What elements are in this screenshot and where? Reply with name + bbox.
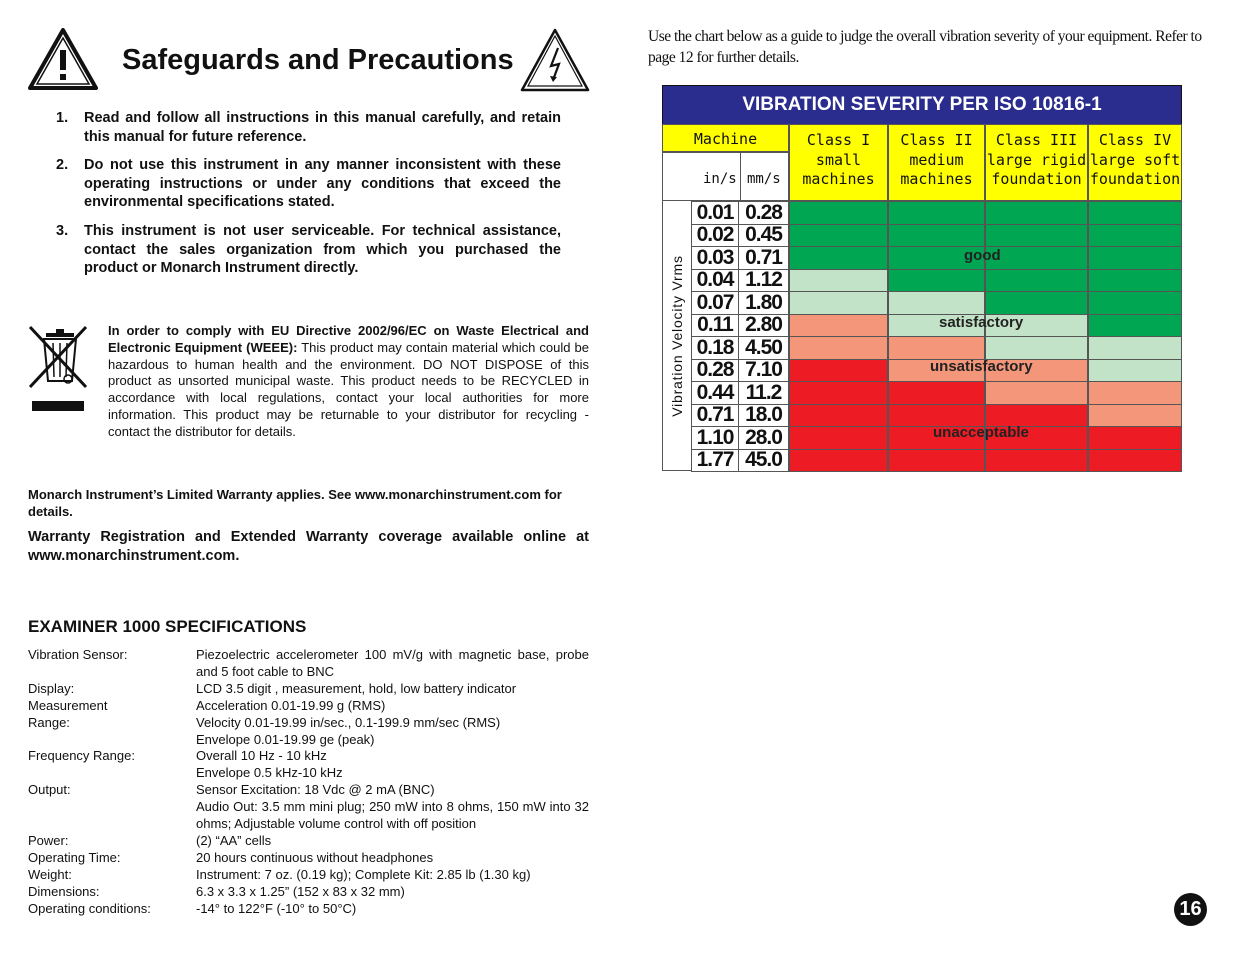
spec-label bbox=[28, 732, 196, 749]
severity-cell-unacceptable bbox=[888, 449, 985, 473]
severity-cell-good bbox=[1088, 224, 1182, 248]
weee-notice-text: This product may contain material which could be hazardous to human health and the environment. DO NOT DISPOSE of this product as unsorted municipal waste. This product needs to be RECYCLED in accordance with local regulations, contact your local authorities for more information. This product may be returnable to your distributor for recycling - contact the distributor for details. bbox=[108, 339, 590, 439]
spec-value: -14° to 122°F (-10° to 50°C) bbox=[196, 900, 357, 916]
mm-s-value: 1.12 bbox=[738, 269, 789, 293]
in-s-value: 1.77 bbox=[691, 449, 739, 473]
weee-crossed-bin-icon bbox=[28, 325, 88, 415]
mm-s-value: 1.80 bbox=[738, 291, 789, 315]
spec-value: Acceleration 0.01-19.99 g (RMS) bbox=[196, 697, 386, 713]
zone-label-unsatisfactory: unsatisfactory bbox=[930, 358, 1033, 375]
in-s-value: 0.07 bbox=[691, 291, 739, 315]
spec-row bbox=[28, 765, 589, 782]
instruction-item: 1. Read and follow all instructions in this manual carefully, and retain this manual for future reference. bbox=[56, 110, 561, 145]
severity-cell-unacceptable bbox=[789, 426, 888, 450]
severity-cell-unsatisfactory bbox=[1088, 404, 1182, 428]
spec-label: Vibration Sensor: bbox=[28, 647, 128, 662]
spec-value: Envelope 0.5 kHz-10 kHz bbox=[196, 765, 343, 781]
severity-cell-good bbox=[985, 269, 1088, 293]
class-header: Class III large rigid foundation bbox=[985, 124, 1088, 201]
mm-s-value: 2.80 bbox=[738, 314, 789, 338]
severity-cell-good bbox=[789, 224, 888, 248]
severity-cell-good bbox=[1088, 269, 1182, 293]
in-s-value: 0.71 bbox=[691, 404, 739, 428]
spec-label: Output: bbox=[28, 782, 71, 798]
severity-cell-good bbox=[1088, 246, 1182, 270]
severity-cell-satisfactory bbox=[789, 269, 888, 293]
spec-row bbox=[28, 698, 589, 715]
spec-label: Operating conditions: bbox=[28, 900, 151, 916]
instruction-item: 2. Do not use this instrument in any manner inconsistent with these operating instructions or under any conditions that exceed the environmental specifications stated. bbox=[56, 157, 561, 211]
severity-cell-good bbox=[985, 224, 1088, 248]
spec-label: Measurement bbox=[28, 697, 108, 713]
spec-value: Instrument: 7 oz. (0.19 kg); Complete Kit: 2.85 lb (1.30 kg) bbox=[196, 866, 531, 882]
spec-row bbox=[28, 647, 589, 681]
unit-mm-label: mm/s bbox=[747, 171, 781, 187]
severity-cell-unsatisfactory bbox=[1088, 381, 1182, 405]
page-title: Safeguards and Precautions bbox=[122, 44, 514, 76]
mm-s-value: 0.28 bbox=[738, 201, 789, 225]
electrical-hazard-icon bbox=[520, 28, 590, 92]
severity-cell-unacceptable bbox=[985, 449, 1088, 473]
unit-divider bbox=[740, 152, 741, 201]
severity-cell-good bbox=[888, 224, 985, 248]
severity-cell-unacceptable bbox=[1088, 449, 1182, 473]
vibration-severity-chart bbox=[662, 85, 1182, 471]
spec-label: Power: bbox=[28, 832, 69, 848]
severity-cell-good bbox=[1088, 291, 1182, 315]
spec-label: Range: bbox=[28, 714, 70, 730]
severity-cell-good bbox=[1088, 201, 1182, 225]
y-axis-label: Vibration Velocity Vrms bbox=[669, 254, 685, 417]
spec-row bbox=[28, 715, 589, 732]
class-header: Class IV large soft foundation bbox=[1088, 124, 1182, 201]
class-header: Class II medium machines bbox=[888, 124, 985, 201]
chart-intro-text: Use the chart below as a guide to judge the overall vibration severity of your equipment. Refer to page 12 for further details. bbox=[648, 28, 1202, 66]
severity-cell-good bbox=[888, 269, 985, 293]
in-s-value: 0.04 bbox=[691, 269, 739, 293]
severity-cell-good bbox=[985, 201, 1088, 225]
spec-row bbox=[28, 884, 589, 901]
severity-cell-good bbox=[985, 291, 1088, 315]
spec-value: Piezoelectric accelerometer 100 mV/g with magnetic base, probe and 5 foot cable to BNC bbox=[196, 647, 589, 679]
spec-value: Sensor Excitation: 18 Vdc @ 2 mA (BNC) bbox=[196, 782, 435, 798]
in-s-value: 1.10 bbox=[691, 426, 739, 450]
severity-cell-good bbox=[888, 201, 985, 225]
mm-s-value: 45.0 bbox=[738, 449, 789, 473]
severity-cell-unacceptable bbox=[789, 449, 888, 473]
spec-label: Weight: bbox=[28, 866, 72, 882]
severity-cell-satisfactory bbox=[888, 291, 985, 315]
page-number: 16 bbox=[1174, 893, 1207, 926]
severity-cell-satisfactory bbox=[985, 336, 1088, 360]
severity-cell-good bbox=[1088, 314, 1182, 338]
mm-s-value: 0.71 bbox=[738, 246, 789, 270]
y-axis-label-box bbox=[662, 201, 691, 471]
mm-s-value: 18.0 bbox=[738, 404, 789, 428]
instruction-item: 3. This instrument is not user serviceable. For technical assistance, contact the sales organization from which you purchased the product or Monarch Instrument directly. bbox=[56, 222, 561, 277]
spec-row bbox=[28, 867, 589, 884]
spec-label bbox=[28, 765, 196, 782]
mm-s-value: 28.0 bbox=[738, 426, 789, 450]
severity-cell-unsatisfactory bbox=[789, 336, 888, 360]
specifications-title: EXAMINER 1000 SPECIFICATIONS bbox=[28, 617, 307, 636]
weee-notice bbox=[108, 323, 589, 441]
chart-title: VIBRATION SEVERITY PER ISO 10816-1 bbox=[662, 85, 1182, 125]
in-s-value: 0.11 bbox=[691, 314, 739, 338]
spec-value: (2) “AA” cells bbox=[196, 832, 272, 848]
in-s-value: 0.28 bbox=[691, 359, 739, 383]
spec-value: Overall 10 Hz - 10 kHz bbox=[196, 748, 327, 764]
severity-cell-unacceptable bbox=[888, 381, 985, 405]
spec-row bbox=[28, 748, 589, 765]
spec-row bbox=[28, 833, 589, 850]
severity-cell-satisfactory bbox=[789, 291, 888, 315]
spec-label: Dimensions: bbox=[28, 883, 100, 899]
severity-cell-unacceptable bbox=[789, 381, 888, 405]
spec-row bbox=[28, 901, 589, 918]
zone-label-satisfactory: satisfactory bbox=[939, 314, 1024, 331]
warning-triangle-icon bbox=[28, 28, 98, 90]
machine-header: Machine bbox=[662, 124, 789, 152]
spec-row bbox=[28, 732, 589, 749]
mm-s-value: 7.10 bbox=[738, 359, 789, 383]
spec-value: Audio Out: 3.5 mm mini plug; 250 mW into 8 ohms, 150 mW into 32 ohms; Adjustable volume control with off position bbox=[196, 799, 589, 832]
warranty-notice: Monarch Instrument’s Limited Warranty applies. See www.monarchinstrument.com for details. bbox=[28, 487, 562, 519]
spec-value: 20 hours continuous without headphones bbox=[196, 849, 434, 865]
class-header: Class I small machines bbox=[789, 124, 888, 201]
spec-label bbox=[28, 799, 196, 833]
severity-cell-unsatisfactory bbox=[985, 381, 1088, 405]
spec-value: LCD 3.5 digit , measurement, hold, low battery indicator bbox=[196, 680, 517, 696]
severity-cell-unacceptable bbox=[789, 404, 888, 428]
spec-row bbox=[28, 850, 589, 867]
spec-value: Envelope 0.01-19.99 ge (peak) bbox=[196, 731, 375, 747]
mm-s-value: 11.2 bbox=[738, 381, 789, 405]
spec-label: Display: bbox=[28, 680, 75, 696]
severity-cell-satisfactory bbox=[1088, 336, 1182, 360]
warranty-registration-notice: Warranty Registration and Extended Warranty coverage available online at www.monarchinstrument.com. bbox=[28, 529, 589, 564]
spec-row bbox=[28, 799, 589, 833]
severity-cell-good bbox=[789, 246, 888, 270]
unit-in-label: in/s bbox=[703, 171, 737, 187]
spec-row bbox=[28, 782, 589, 799]
spec-label: Operating Time: bbox=[28, 849, 121, 865]
severity-cell-unacceptable bbox=[789, 359, 888, 383]
zone-label-good: good bbox=[964, 247, 1001, 264]
in-s-value: 0.18 bbox=[691, 336, 739, 360]
in-s-value: 0.01 bbox=[691, 201, 739, 225]
mm-s-value: 4.50 bbox=[738, 336, 789, 360]
in-s-value: 0.02 bbox=[691, 224, 739, 248]
severity-cell-good bbox=[789, 201, 888, 225]
severity-cell-unsatisfactory bbox=[789, 314, 888, 338]
specifications-list bbox=[28, 647, 589, 918]
spec-label: Frequency Range: bbox=[28, 748, 135, 764]
in-s-value: 0.44 bbox=[691, 381, 739, 405]
spec-value: Velocity 0.01-19.99 in/sec., 0.1-199.9 mm/sec (RMS) bbox=[196, 714, 501, 730]
weee-notice-bold: In order to comply with EU Directive 2002/96/EC on Waste Electrical and Electronic Equipment (WEEE): bbox=[108, 323, 589, 355]
severity-cell-unacceptable bbox=[1088, 426, 1182, 450]
spec-value: 6.3 x 3.3 x 1.25” (152 x 83 x 32 mm) bbox=[196, 883, 405, 899]
severity-cell-satisfactory bbox=[1088, 359, 1182, 383]
instructions-list bbox=[28, 109, 561, 288]
zone-label-unacceptable: unacceptable bbox=[933, 424, 1029, 441]
in-s-value: 0.03 bbox=[691, 246, 739, 270]
severity-cell-unsatisfactory bbox=[888, 336, 985, 360]
spec-row bbox=[28, 681, 589, 698]
mm-s-value: 0.45 bbox=[738, 224, 789, 248]
units-header bbox=[662, 152, 789, 201]
